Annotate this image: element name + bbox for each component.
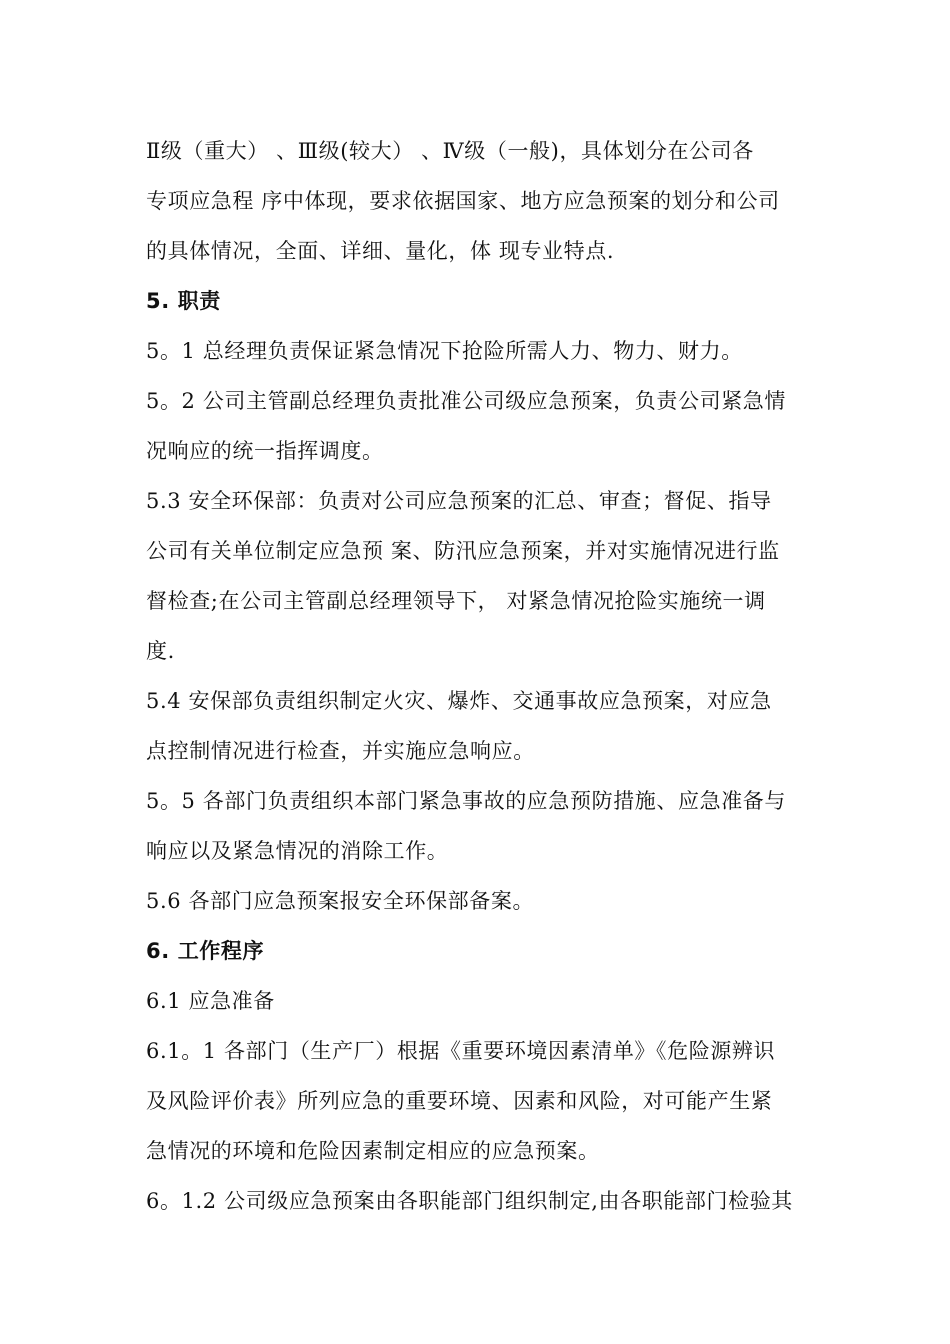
paragraph-line: 6。1.2 公司级应急预案由各职能部门组织制定,由各职能部门检验其 — [146, 1189, 793, 1213]
paragraph-line: 5。2 公司主管副总经理负责批准公司级应急预案，负责公司紧急情 — [146, 389, 786, 413]
paragraph-line: 5。5 各部门负责组织本部门紧急事故的应急预防措施、应急准备与 — [146, 789, 786, 813]
paragraph-line: 的具体情况，全面、详细、量化，体 现专业特点. — [146, 239, 615, 263]
paragraph-line: 督检查;在公司主管副总经理领导下， 对紧急情况抢险实施统一调 — [146, 589, 766, 613]
paragraph-line: 及风险评价表》所列应急的重要环境、因素和风险，对可能产生紧 — [146, 1089, 773, 1113]
paragraph-line: 点控制情况进行检查，并实施应急响应。 — [146, 739, 535, 763]
paragraph-line: 5.4 安保部负责组织制定火灾、爆炸、交通事故应急预案，对应急 — [146, 689, 772, 713]
paragraph-line: 6.1。1 各部门（生产厂）根据《重要环境因素清单》《危险源辨识 — [146, 1039, 776, 1063]
paragraph-line: 专项应急程 序中体现，要求依据国家、地方应急预案的划分和公司 — [146, 189, 780, 213]
paragraph-line: Ⅱ级（重大） 、Ⅲ级(较大） 、Ⅳ级（一般)，具体划分在公司各 — [146, 139, 754, 163]
paragraph-line: 度. — [146, 639, 175, 663]
section-heading: 6. 工作程序 — [146, 939, 265, 963]
paragraph-line: 5。1 总经理负责保证紧急情况下抢险所需人力、物力、财力。 — [146, 339, 743, 363]
paragraph-line: 响应以及紧急情况的消除工作。 — [146, 839, 449, 863]
paragraph-line: 急情况的环境和危险因素制定相应的应急预案。 — [146, 1139, 600, 1163]
paragraph-line: 5.3 安全环保部：负责对公司应急预案的汇总、审查；督促、指导 — [146, 489, 772, 513]
section-heading: 5. 职责 — [146, 289, 221, 313]
subsection-heading: 6.1 应急准备 — [146, 989, 275, 1013]
paragraph-line: 公司有关单位制定应急预 案、防汛应急预案，并对实施情况进行监 — [146, 539, 780, 563]
paragraph-line: 5.6 各部门应急预案报安全环保部备案。 — [146, 889, 535, 913]
paragraph-line: 况响应的统一指挥调度。 — [146, 439, 384, 463]
